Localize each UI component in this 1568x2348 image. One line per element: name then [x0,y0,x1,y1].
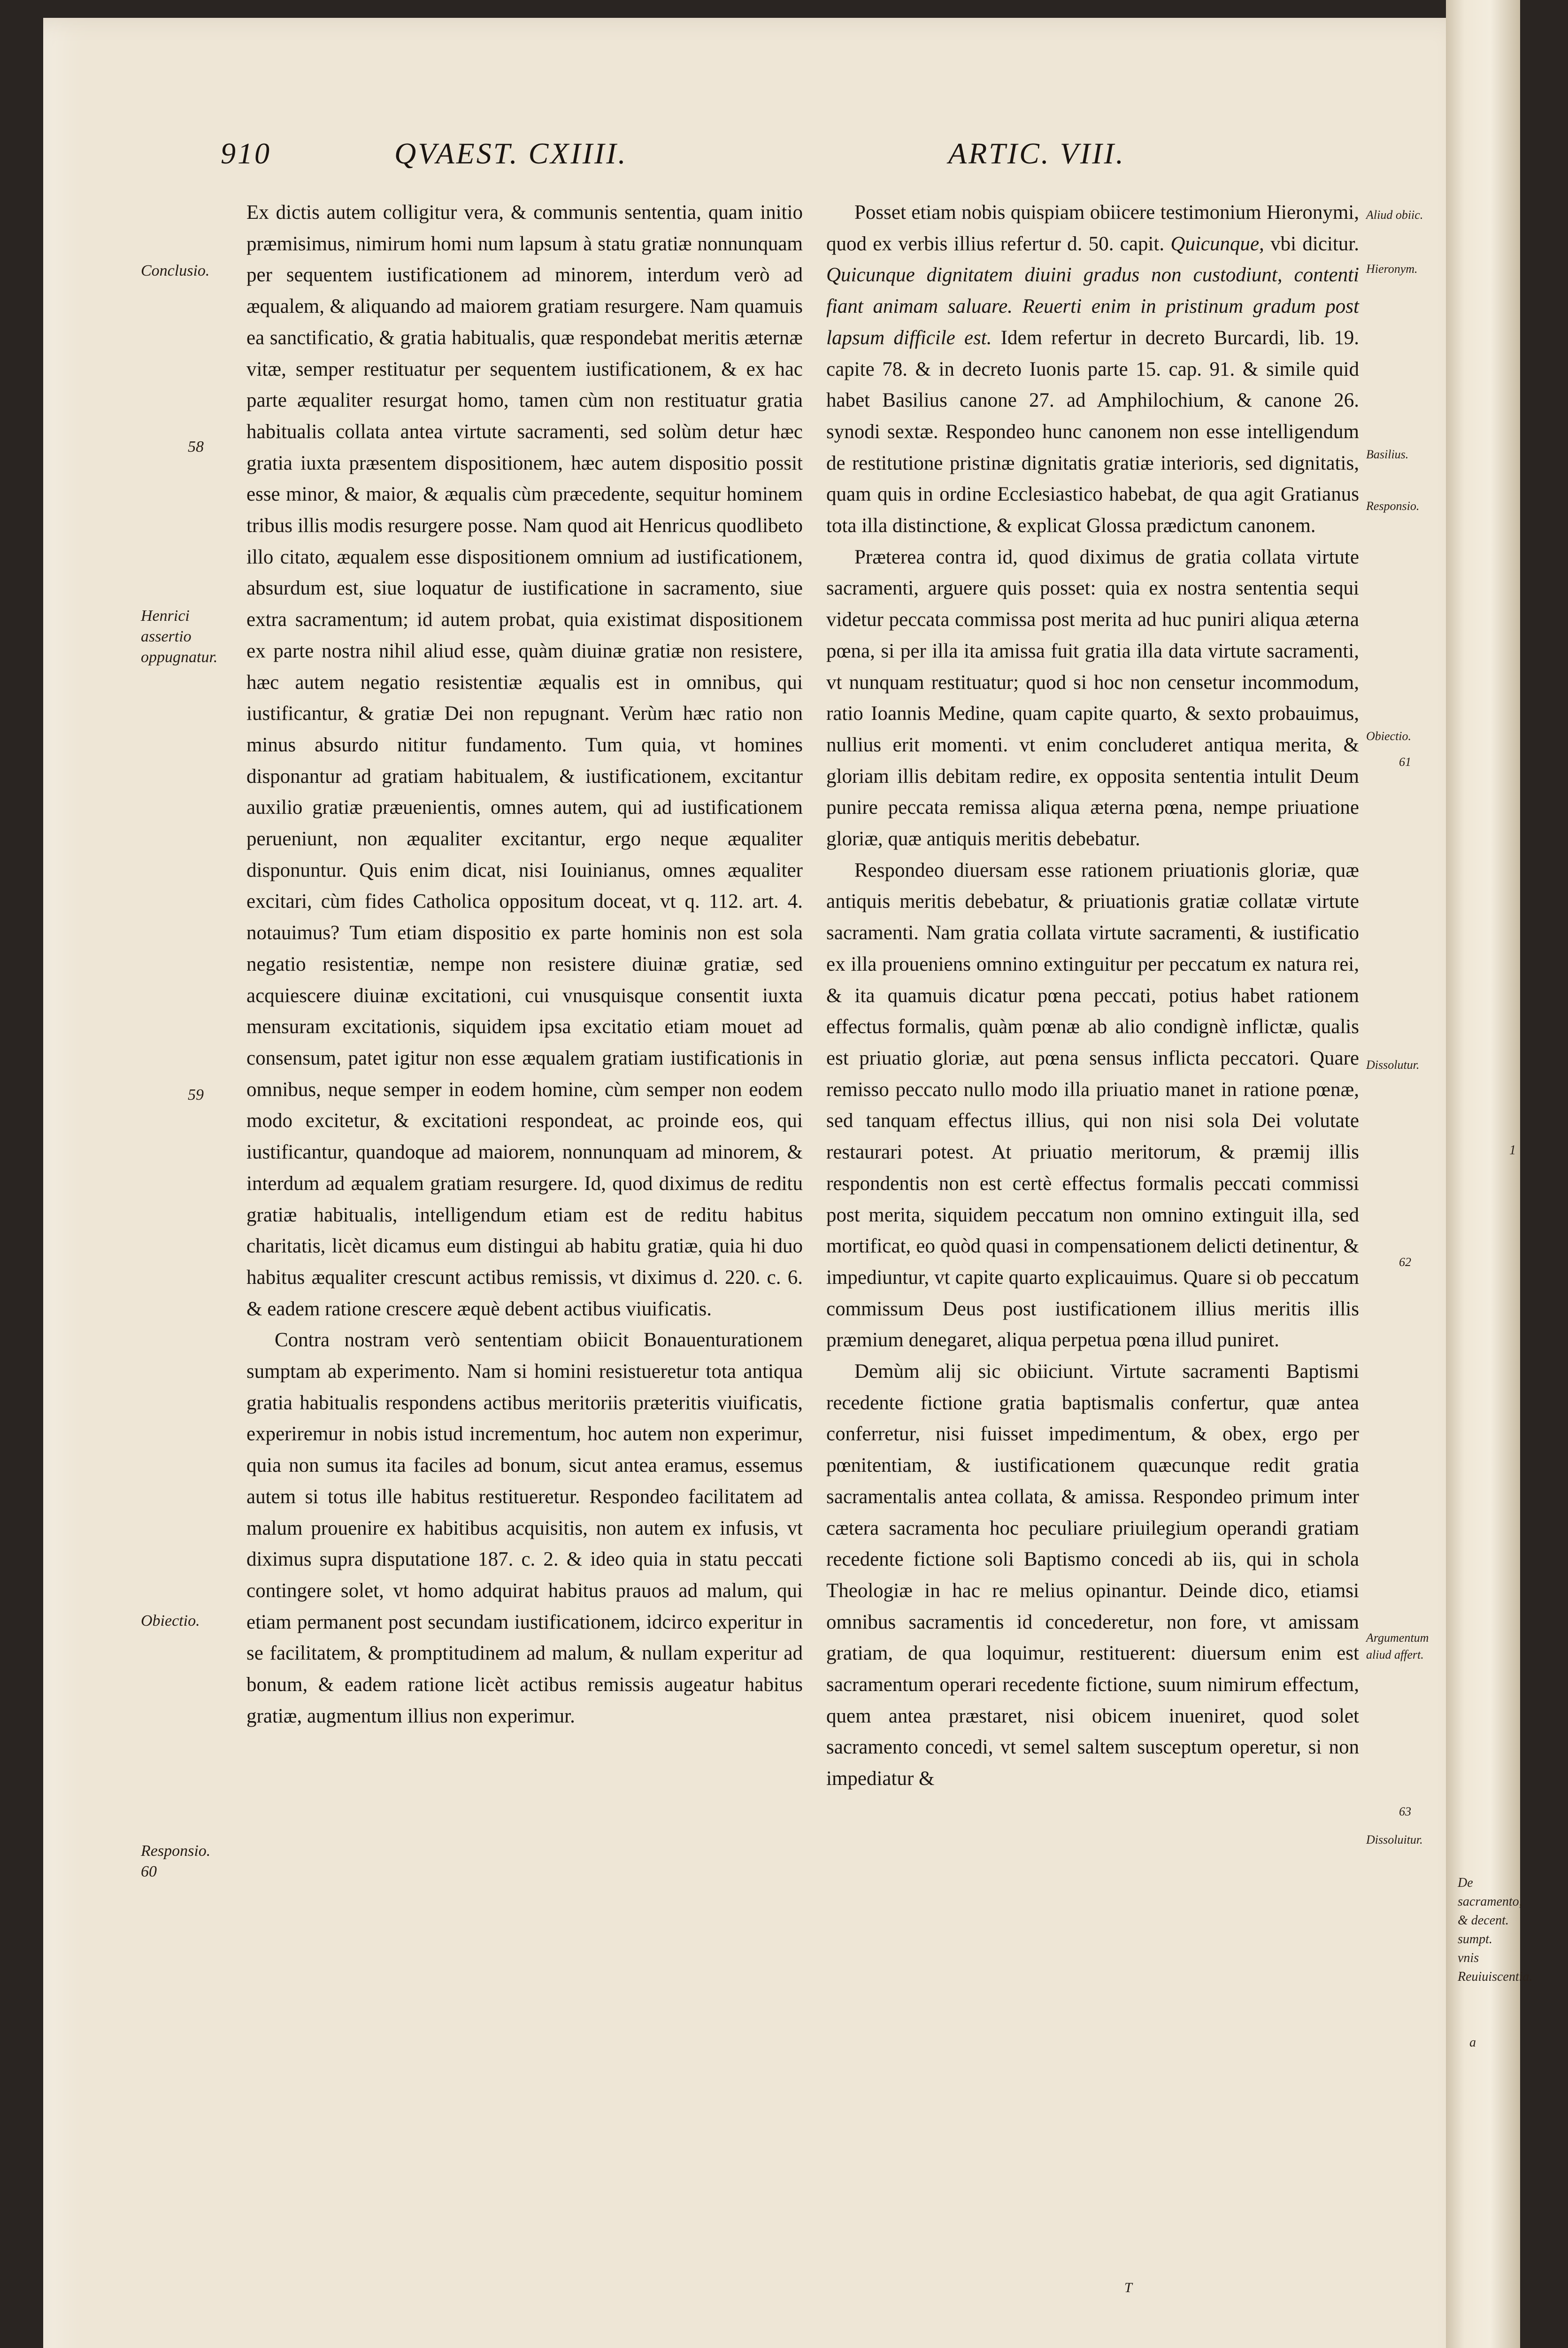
margin-note-61: 61 [1399,755,1411,769]
margin-note-basilius: Basilius. [1366,448,1409,461]
signature-mark: T [1124,2280,1132,2295]
facing-page-edge [1446,0,1533,2348]
running-head-left: QVAEST. CXIIII. [394,137,628,170]
margin-note-conclusio: Conclusio. [141,262,210,279]
margin-note-62: 62 [1399,1255,1411,1269]
right-paragraph-1: Posset etiam nobis quispiam obiicere testimonium Hieronymi, quod ex verbis illius refertur d. 50. capit. Quicunque, vbi dicitur. Quicunque dignitatem diuini gradus non custodiunt, contenti fiant animam saluare. Reuerti enim in pristinum gradum post lapsum difficile est. Idem refertur in decreto Burcardi, lib. 19. capite 78. & in decreto Iuonis parte 15. cap. 91. & simile quid habet Basilius canone 27. ad Amphilochium, & canone 26. synodi sextæ. Respondeo hunc canonem non esse intelligendum de restitutione pristinæ dignitatis gratiæ interioris, sed dignitatis, quam quis in ordine Ecclesiastico habebat, de qua agit Gratianus tota illa distinctione, & explicat Glossa prædictum canonem. [826,201,1360,537]
right-paragraph-4: Demùm alij sic obiiciunt. Virtute sacramenti Baptismi recedente fictione gratia baptismalis confertur, quæ antea conferretur, nisi fuisset impedimentum, & obex, ergo per pœnitentiam, & iustificationem quæcunque redit gratia sacramentalis antea collata, & amissa. Respondeo primum inter cætera sacramenta hoc peculiare priuilegium operandi gratiam recedente fictione soli Baptismo concedi ab iis, qui in schola Theologiæ in hac re melius opinantur. Deinde dico, etiamsi omnibus sacramentis id concederetur, non fore, vt amissam gratiam, de qua loquimur, restituerent: diuersum enim est sacramentum operari recedente fictione, suum nimirum effectum, quem antea præstaret, nisi obicem inueniret, quod solet sacramento concedi, vt semel saltem susceptum operetur, si non impediatur & [826,1360,1359,1790]
left-paragraph-2: Contra nostram verò sententiam obiicit Bonauenturationem sumptam ab experimento. Nam si homini resistueretur tota antiqua gratia habitualis respondens actibus meritoriis præteritis viuificatis, experiremur in nobis istud incrementum, hoc autem non experimur, quia non sumus ita faciles ad bonum, sicut antea eramus, essemus autem si totus ille habitus restitueretur. Respondeo facilitatem ad malum prouenire ex habitibus acquisitis, non autem ex infusis, vt diximus supra disputatione 187. c. 2. & ideo quia in statu peccati contingere solet, vt homo adquirat habitus prauos ad malum, qui etiam permanent post secundam iustificationem, idcirco experitur in se facilitatem, & promptitudinem ad malum, & nullam experitur ad bonum, & eadem ratione licèt actibus remissis augeatur habitus gratiæ, augmentum illius non experimur. [246,1329,803,1727]
margin-note-dissolutur: Dissolutur. [1366,1058,1420,1072]
running-head-right: ARTIC. VIII. [948,137,1125,170]
margin-note-59: 59 [188,1086,204,1104]
page-number: 910 [221,137,271,170]
margin-note-obiectio: Obiectio. [141,1612,200,1630]
left-text-column [246,197,803,1732]
margin-note-obiectio: Obiectio. [1366,729,1412,743]
margin-note-dissoluitur: Dissoluitur. [1366,1833,1423,1846]
margin-note-argumentum: Argumentum aliud affert. [1366,1631,1429,1661]
margin-note-58: 58 [188,438,204,456]
facing-page-mark-2: a [1469,2035,1476,2050]
left-paragraph-1: Ex dictis autem colligitur vera, & communis sententia, quam initio præmisimus, nimirum homi num lapsum à statu gratiæ nonnunquam per sequentem iustificationem ad minorem, interdum verò ad æqualem, & aliquando ad maiorem gratiam resurgere. Nam quamuis ea sanctificatio, & gratia habitualis, quæ respondebat meritis æternæ vitæ, semper restituatur per sequentem iustificationem, & ex hac parte æqualiter resurgat homo, tamen cùm non restituatur gratia habitualis collata antea virtute sacramenti, sed solùm detur hæc gratia iuxta præsentem dispositionem, hæc autem dispositio possit esse minor, & maior, & æqualis cùm præcedente, sequitur hominem tribus illis modis resurgere posse. Nam quod ait Henricus quodlibeto illo citato, æqualem esse dispositionem omnium ad iustificationem, absurdum est, siue loquatur de iustificatione in sacramento, siue extra sacramentum; id autem probat, quia existimat dispositionem ex parte nostra nihil aliud esse, quàm diuinæ gratiæ non resistere, hæc autem negatio resistentiæ æqualis est in omnibus, qui iustificantur, & gratiæ Dei non repugnant. Verùm hæc ratio non minus absurdo nititur fundamento. Tum quia, vt homines disponantur ad gratiam habitualem, & iustificationem, excitantur auxilio gratiæ præuenientis, omnes autem, qui ad iustificationem perueniunt, non æqualiter excitantur, ergo neque æqualiter disponuntur. Quis enim dicat, nisi Iouinianus, omnes æqualiter excitari, cùm fides Catholica oppositum doceat, vt q. 112. art. 4. notauimus? Tum etiam dispositio ex parte hominis non est sola negatio resistentiæ, nempe non resistere diuinæ gratiæ, sed acquiescere diuinæ excitationi, cui vnusquisque consentit iuxta mensuram excitationis, siquidem ipsa excitatio etiam mouet ad consensum, patet igitur non esse æqualem gratiam iustificationis in omnibus, neque semper in eodem homine, cùm semper non eodem modo excitetur, & excitationi respondeat, ac proinde eos, qui iustificantur, quandoque ad maiorem, nonnunquam ad minorem, & interdum ad æqualem gratiam resurgere. Id, quod diximus de reditu gratiæ habitualis, intelligendum etiam est de reditu habitus charitatis, licèt dicamus eum distingui ab habitu gratiæ, quia hi duo habitus æqualiter crescunt actibus remissis, vt diximus d. 220. c. 6. & eadem ratione crescere æquè debent actibus viuificatis. [246,201,803,1320]
facing-page-mark-1: 1 [1509,1143,1516,1158]
margin-note-hieronym: Hieronym. [1366,262,1418,276]
margin-note-responsio: Responsio. [1366,499,1420,513]
right-text-column [826,197,1359,1795]
margin-note-henrici: Henrici assertio oppugnatur. [141,607,218,666]
facing-page-note: De sacramento, & decent. sumpt. vnis Reuiuiscentia. [1458,1876,1533,1984]
right-paragraph-2: Præterea contra id, quod diximus de gratia collata virtute sacramenti, arguere quis posset: quia ex nostra sententia sequi videtur peccata commissa post merita ad huc puniri aliqua æterna pœna, si per illa ita amissa fuit gratia illa data virtute sacramenti, vt nunquam restituatur; quod si hoc non censetur incommodum, ratio Ioannis Medine, quam capite quarto, & sexto probauimus, nullius erit momenti. vt enim concluderet antiqua merita, & gloriam illis debitam redire, ex opposita sententia intulit Deum punire peccata remissa aliqua æterna pœna, nempe priuatione gloriæ, quæ antiquis meritis debebatur. [826,546,1359,850]
right-paragraph-3: Respondeo diuersam esse rationem priuationis gloriæ, quæ antiquis meritis debebatur, & priuationis gratiæ collatæ virtute sacramenti. Nam gratia collata virtute sacramenti, & iustificatio ex illa proueniens omnino extinguitur per peccatum ex natura rei, & ita quamuis dicatur pœna peccati, potius habet rationem effectus formalis, quàm pœnæ ab alio condignè inflictæ, qualis est priuatio gloriæ, aut pœna sensus inflicta peccatori. Quare remisso peccato nullo modo illa priuatio manet in ratione pœnæ, sed tanquam effectus illius, qui non nisi sola Dei volutate restaurari potest. At priuatio meritorum, & præmij illis respondentis non est certè effectus formalis peccati commissi post merita, siquidem peccatum non omnino extinguit illa, sed mortificat, eo quòd quasi in compensationem delicti detinentur, & impediuntur, vt capite quarto explicauimus. Quare si ob peccatum commissum Deus post iustificationem illius meritis illis præmium denegaret, aliqua perpetua pœna illud puniret. [826,859,1359,1352]
margin-note-aliud-obiic: Aliud obiic. [1366,208,1423,222]
margin-note-63: 63 [1399,1805,1411,1818]
margin-note-responsio: Responsio. 60 [141,1842,211,1880]
